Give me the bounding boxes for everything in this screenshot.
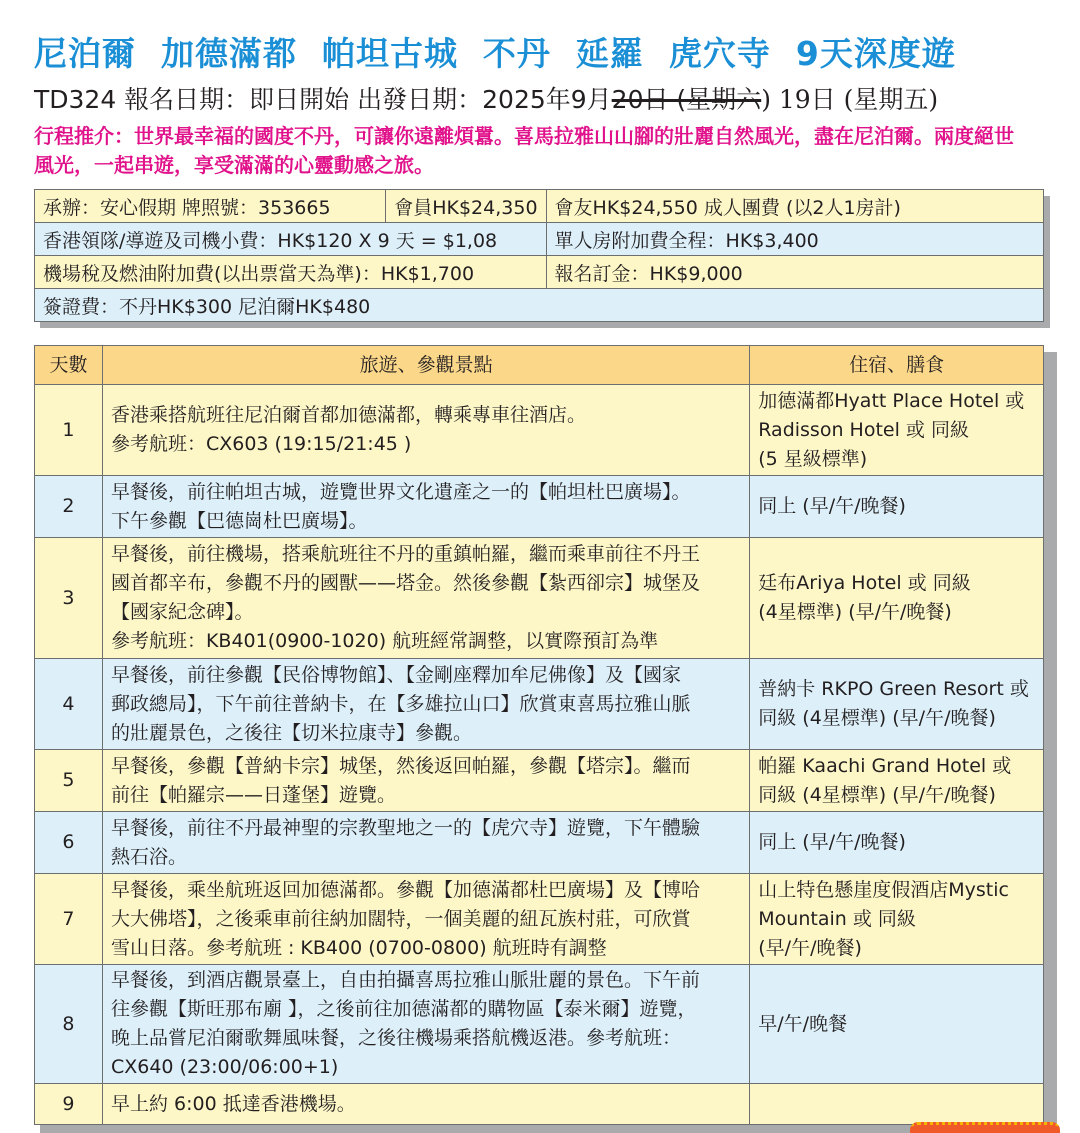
corner-decoration <box>910 1122 1060 1133</box>
day-activities <box>102 1084 749 1125</box>
activity-line: 早餐後，前往不丹最神聖的宗教聖地之一的【虎穴寺】遊覽，下午體驗 <box>110 816 700 839</box>
header-hotel: 住宿、膳食 <box>750 346 1044 385</box>
accommodation-line: 帕羅 Kaachi Grand Hotel 或 <box>758 754 1012 777</box>
activity-line: 熱石浴。 <box>110 845 187 868</box>
day-activities <box>102 812 749 874</box>
activity-line: 早餐後，前往帕坦古城，遊覽世界文化遺產之一的【帕坦杜巴廣場】。 <box>110 480 691 503</box>
day-accommodation <box>750 538 1044 659</box>
activity-line: 早餐後，參觀【普納卡宗】城堡，然後返回帕羅，參觀【塔宗】。繼而 <box>110 754 691 777</box>
accommodation-line: Mountain 或 同級 <box>758 907 916 930</box>
day-number: 7 <box>35 874 103 965</box>
activity-line: 大大佛塔】，之後乘車前往納加闊特，一個美麗的紐瓦族村莊，可欣賞 <box>110 907 691 930</box>
day-activities <box>102 874 749 965</box>
activity-line: CX640 (23:00/06:00+1) <box>110 1056 339 1078</box>
activity-line: 香港乘搭航班往尼泊爾首都加德滿都，轉乘專車往酒店。 <box>110 404 586 426</box>
day-number: 2 <box>35 476 103 538</box>
activity-line: 【國家紀念碑】。 <box>110 601 254 623</box>
day-activities <box>102 476 749 538</box>
day-activities <box>102 385 749 476</box>
activity-line: 早餐後，前往機場，搭乘航班往不丹的重鎮帕羅，繼而乘車前往不丹王 <box>110 543 700 565</box>
tour-intro: 行程推介：世界最幸福的國度不丹，可讓你遠離煩囂。喜馬拉雅山山腳的壯麗自然風光，盡在尼泊爾。兩度絕世風光，一起串遊，享受滿滿的心靈動感之旅。 <box>34 124 1014 177</box>
day-accommodation <box>750 659 1044 750</box>
activity-line: 參考航班：CX603 (19:15/21:45 ) <box>110 433 412 455</box>
friend-fee: 會友HK$24,550 成人團費 (以2人1房計) <box>546 190 1043 223</box>
accommodation-line: 山上特色懸崖度假酒店Mystic <box>758 878 1009 901</box>
struck-date: 20日 (星期六 <box>611 85 762 114</box>
single-room-fee: 單人房附加費全程：HK$3,400 <box>546 223 1043 256</box>
day-accommodation <box>750 385 1044 476</box>
activity-line: 往參觀【斯旺那布廟 】，之後前往加德滿都的購物區【泰米爾】遊覽， <box>110 998 697 1020</box>
itinerary-row <box>35 750 1044 812</box>
accommodation-line: 加德滿都Hyatt Place Hotel 或 <box>758 389 1025 412</box>
itinerary-row <box>35 385 1044 476</box>
accommodation-line: Radisson Hotel 或 同級 <box>758 418 969 441</box>
activity-line: 雪山日落。參考航班 : KB400 (0700-0800) 航班時有調整 <box>110 936 607 959</box>
member-fee: 會員HK$24,350 <box>386 190 546 223</box>
activity-line: 下午參觀【巴德崗杜巴廣場】。 <box>110 509 368 532</box>
header-day: 天數 <box>35 346 103 385</box>
header-activities: 旅遊、參觀景點 <box>102 346 749 385</box>
dates-text: TD324 報名日期：即日開始 出發日期：2025年9月 <box>34 85 612 114</box>
day-activities <box>102 965 749 1084</box>
revised-date: ) 19日 (星期五) <box>761 85 939 114</box>
activity-line: 早餐後，前往參觀【民俗博物館】、【金剛座釋加牟尼佛像】及【國家 <box>110 663 681 686</box>
accommodation-line: (早/午/晚餐) <box>758 936 862 959</box>
organizer: 承辦：安心假期 牌照號：353665 <box>35 190 386 223</box>
activity-line: 參考航班：KB401(0900-1020) 航班經常調整，以實際預訂為準 <box>110 630 659 652</box>
visa-fee: 簽證費：不丹HK$300 尼泊爾HK$480 <box>35 289 1044 322</box>
airport-tax: 機場稅及燃油附加費(以出票當天為準)：HK$1,700 <box>35 256 547 289</box>
day-accommodation <box>750 750 1044 812</box>
itinerary-row <box>35 874 1044 965</box>
tour-title: 尼泊爾 加德滿都 帕坦古城 不丹 延羅 虎穴寺 9天深度遊 <box>34 34 956 73</box>
itinerary-row <box>35 812 1044 874</box>
day-activities <box>102 538 749 659</box>
accommodation-line: 同上 (早/午/晚餐) <box>758 495 906 517</box>
day-accommodation <box>750 812 1044 874</box>
day-number: 5 <box>35 750 103 812</box>
tour-dates <box>34 80 1074 116</box>
price-box <box>34 189 1044 322</box>
accommodation-line: 普納卡 RKPO Green Resort 或 <box>758 678 1029 700</box>
accommodation-line: 同上 (早/午/晚餐) <box>758 831 906 853</box>
accommodation-line: 同級 (4星標準) (早/午/晚餐) <box>758 707 996 729</box>
day-accommodation <box>750 1084 1044 1125</box>
activity-line: 早餐後，乘坐航班返回加德滿都。參觀【加德滿都杜巴廣場】及【博哈 <box>110 878 700 901</box>
tips-fee: 香港領隊/導遊及司機小費：HK$120 X 9 天 = $1,08 <box>35 223 547 256</box>
activity-line: 國首都辛布，參觀不丹的國獸——塔金。然後參觀【紮西卻宗】城堡及 <box>110 572 700 594</box>
itinerary-row <box>35 659 1044 750</box>
accommodation-line: 同級 (4星標準) (早/午/晚餐) <box>758 783 996 806</box>
itinerary-row <box>35 965 1044 1084</box>
accommodation-line: (5 星級標準) <box>758 447 868 470</box>
activity-line: 早上約 6:00 抵達香港機場。 <box>110 1092 356 1115</box>
day-activities <box>102 659 749 750</box>
activity-line: 郵政總局】，下午前往普納卡，在【多雄拉山口】欣賞東喜馬拉雅山脈 <box>110 692 691 715</box>
day-number: 3 <box>35 538 103 659</box>
day-number: 4 <box>35 659 103 750</box>
itinerary-row <box>35 1084 1044 1125</box>
itinerary-body <box>35 385 1044 1125</box>
accommodation-line: 廷布Ariya Hotel 或 同級 <box>758 572 971 594</box>
activity-line: 早餐後，到酒店觀景臺上，自由拍攝喜馬拉雅山脈壯麗的景色。下午前 <box>110 969 700 991</box>
activity-line: 晚上品嘗尼泊爾歌舞風味餐，之後往機場乘搭航機返港。參考航班： <box>110 1027 681 1049</box>
accommodation-line: (4星標準) (早/午/晚餐) <box>758 601 952 623</box>
itinerary-row <box>35 538 1044 659</box>
activity-line: 前往【帕羅宗——日蓬堡】遊覽。 <box>110 783 396 806</box>
day-accommodation <box>750 476 1044 538</box>
day-number: 1 <box>35 385 103 476</box>
day-accommodation <box>750 874 1044 965</box>
day-number: 9 <box>35 1084 103 1125</box>
day-number: 8 <box>35 965 103 1084</box>
activity-line: 的壯麗景色，之後往【切米拉康寺】參觀。 <box>110 721 472 744</box>
accommodation-line: 早/午/晚餐 <box>758 1012 848 1035</box>
day-activities <box>102 750 749 812</box>
deposit: 報名訂金：HK$9,000 <box>546 256 1043 289</box>
itinerary-table <box>34 345 1044 1125</box>
day-accommodation <box>750 965 1044 1084</box>
itinerary-row <box>35 476 1044 538</box>
day-number: 6 <box>35 812 103 874</box>
